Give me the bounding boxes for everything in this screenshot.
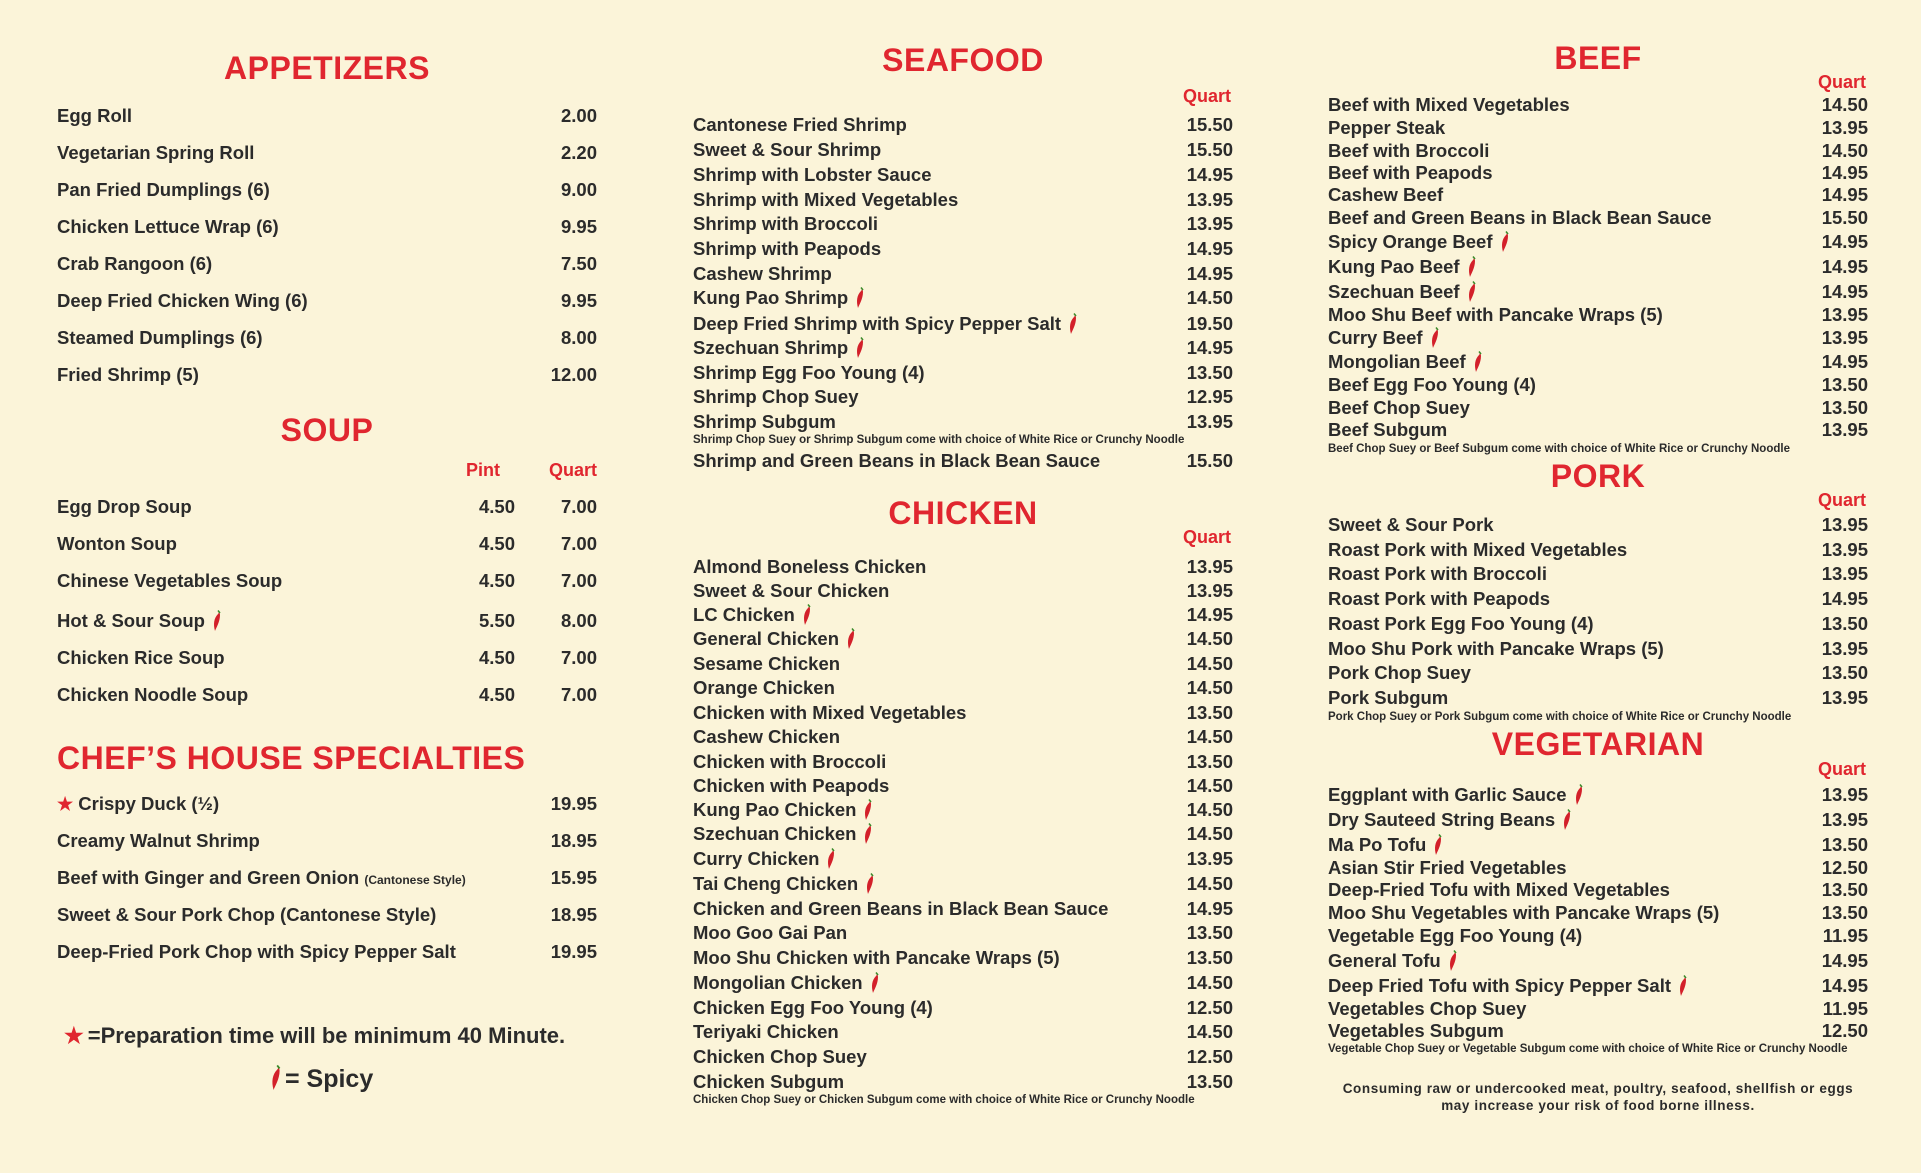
quart-label: Quart: [548, 460, 597, 480]
preparation-legend: ★ =Preparation time will be minimum 40 Minute.: [64, 1023, 566, 1048]
chili-pepper-icon: [865, 873, 875, 895]
quart-label: Quart: [1182, 86, 1231, 106]
seafood-title: SEAFOOD: [882, 42, 1044, 78]
chicken-title: CHICKEN: [888, 495, 1038, 531]
beef-title: BEEF: [1554, 40, 1642, 76]
star-icon: ★: [57, 794, 74, 814]
chili-pepper-icon: [826, 848, 836, 870]
soup-title: SOUP: [280, 412, 374, 448]
spicy-legend: = Spicy: [270, 1064, 373, 1094]
chili-pepper-icon: [1448, 950, 1458, 972]
chili-pepper-icon: [1467, 281, 1477, 303]
chili-pepper-icon: [870, 972, 880, 994]
chili-pepper-icon: [1562, 809, 1572, 831]
chili-pepper-icon: [846, 628, 856, 650]
appetizers-title: APPETIZERS: [224, 50, 430, 86]
star-icon: ★: [64, 1023, 84, 1048]
pint-label: Pint: [466, 460, 500, 480]
chili-pepper-icon: [1467, 256, 1477, 278]
chili-pepper-icon: [855, 287, 865, 309]
chili-pepper-icon: [1678, 975, 1688, 997]
quart-label: Quart: [1817, 72, 1866, 92]
quart-label: Quart: [1182, 527, 1231, 547]
chili-pepper-icon: [802, 604, 812, 626]
chili-pepper-icon: [855, 337, 865, 359]
quart-label: Quart: [1817, 490, 1866, 510]
chili-pepper-icon: [1430, 327, 1440, 349]
vegetarian-title: VEGETARIAN: [1491, 726, 1705, 762]
chili-pepper-icon: [863, 823, 873, 845]
pork-title: PORK: [1550, 458, 1646, 494]
food-safety-warning: Consuming raw or undercooked meat, poultry, seafood, shellfish or eggs may increase your risk of food borne illness.: [1342, 1081, 1854, 1113]
chili-pepper-icon: [1433, 834, 1443, 856]
chili-pepper-icon: [270, 1064, 282, 1092]
chili-pepper-icon: [863, 799, 873, 821]
specialties-title: CHEF’S HOUSE SPECIALTIES: [57, 740, 526, 776]
chili-pepper-icon: [212, 610, 222, 632]
beef-note: Beef Chop Suey or Beef Subgum come with choice of White Rice or Crunchy Noodle: [1328, 443, 1790, 455]
vegetarian-note: Vegetable Chop Suey or Vegetable Subgum come with choice of White Rice or Crunchy Noodle: [1328, 1043, 1848, 1055]
quart-label: Quart: [1817, 759, 1866, 779]
chili-pepper-icon: [1500, 231, 1510, 253]
pork-note: Pork Chop Suey or Pork Subgum come with choice of White Rice or Crunchy Noodle: [1328, 711, 1792, 723]
chili-pepper-icon: [1068, 313, 1078, 335]
chili-pepper-icon: [1473, 351, 1483, 373]
chicken-note: Chicken Chop Suey or Chicken Subgum come with choice of White Rice or Crunchy Noodle: [693, 1094, 1195, 1106]
seafood-note: Shrimp Chop Suey or Shrimp Subgum come with choice of White Rice or Crunchy Noodle: [693, 434, 1185, 446]
chili-pepper-icon: [1574, 784, 1584, 806]
